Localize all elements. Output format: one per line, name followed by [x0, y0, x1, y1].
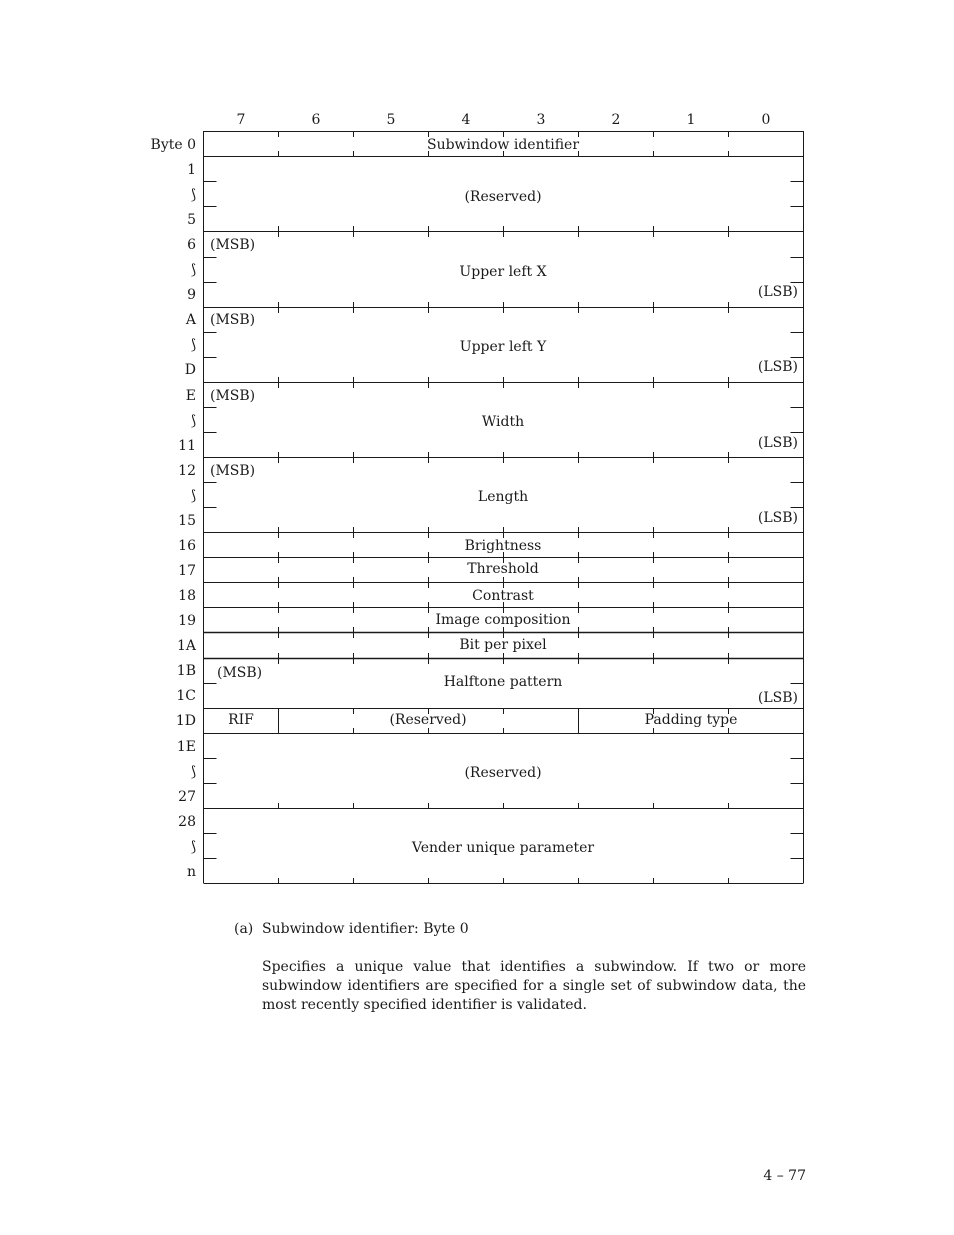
byte-range-tilde: ⟆	[190, 413, 196, 429]
lsb-marker: (LSB)	[757, 435, 798, 451]
byte-label: 11	[178, 438, 196, 454]
byte-label: 18	[178, 588, 196, 604]
bit-header-5: 5	[386, 112, 396, 128]
bit-header-1: 1	[686, 112, 696, 128]
bit-header-4: 4	[461, 112, 471, 128]
byte-label: 1C	[176, 688, 196, 704]
byte-range-tilde: ⟆	[190, 337, 196, 353]
byte-label: 16	[178, 538, 196, 554]
msb-marker: (MSB)	[210, 237, 256, 253]
byte-label: n	[186, 864, 196, 880]
field-upper-left-x: Upper left X	[459, 264, 547, 280]
byte-label: 6	[187, 237, 196, 253]
field-image-composition: Image composition	[435, 612, 571, 628]
byte-label: 27	[178, 789, 196, 805]
byte-label: 1B	[176, 663, 196, 679]
byte-label: 12	[178, 463, 196, 479]
byte-range-tilde: ⟆	[190, 839, 196, 855]
lsb-marker: (LSB)	[757, 359, 798, 375]
field-bit-per-pixel: Bit per pixel	[459, 637, 547, 653]
bit-header-3: 3	[536, 112, 546, 128]
caption-text: Subwindow identifier: Byte 0	[262, 921, 469, 937]
byte-range-tilde: ⟆	[190, 764, 196, 780]
byte-label: 1	[187, 162, 196, 178]
byte-label: D	[184, 362, 196, 378]
byte-label: 1E	[176, 739, 196, 755]
bit-header-0: 0	[761, 112, 771, 128]
page-number: 4 – 77	[763, 1168, 806, 1184]
field-subwindow-identifier: Subwindow identifier	[426, 137, 580, 153]
lsb-marker: (LSB)	[757, 284, 798, 300]
byte-label: A	[185, 312, 196, 328]
byte-label: 15	[178, 513, 196, 529]
byte-label: Byte 0	[150, 137, 196, 153]
byte-range-tilde: ⟆	[190, 187, 196, 203]
field-padding-type: Padding type	[644, 712, 738, 728]
field-halftone-pattern: Halftone pattern	[443, 674, 563, 690]
byte-label: E	[185, 388, 196, 404]
byte-label: 5	[187, 212, 196, 228]
bit-header-2: 2	[611, 112, 621, 128]
field-reserved: (Reserved)	[464, 765, 542, 781]
byte-label: 17	[178, 563, 196, 579]
bit-header-7: 7	[236, 112, 246, 128]
field-reserved: (Reserved)	[464, 189, 542, 205]
msb-marker: (MSB)	[217, 665, 263, 681]
caption-label: (a)	[234, 921, 254, 937]
byte-label: 9	[187, 287, 196, 303]
byte-label: 19	[178, 613, 196, 629]
description-paragraph: Specifies a unique value that identifies a subwindow. If two or more subwindow identifiers are specified for a single set of subwindow data, the most recently specified identifier is validated.	[262, 959, 806, 1013]
msb-marker: (MSB)	[210, 463, 256, 479]
field-length: Length	[477, 489, 529, 505]
field-rif: RIF	[228, 712, 254, 728]
msb-marker: (MSB)	[210, 388, 256, 404]
field-brightness: Brightness	[464, 538, 542, 554]
field-threshold: Threshold	[467, 561, 539, 577]
field-reserved: (Reserved)	[389, 712, 467, 728]
field-upper-left-y: Upper left Y	[459, 339, 547, 355]
section-caption	[234, 920, 469, 938]
byte-label: 28	[178, 814, 196, 830]
lsb-marker: (LSB)	[757, 690, 798, 706]
field-contrast: Contrast	[472, 588, 534, 604]
lsb-marker: (LSB)	[757, 510, 798, 526]
field-vender-unique-parameter: Vender unique parameter	[411, 840, 595, 856]
byte-range-tilde: ⟆	[190, 488, 196, 504]
byte-label: 1A	[176, 638, 196, 654]
bit-header-6: 6	[311, 112, 321, 128]
field-width: Width	[481, 414, 525, 430]
byte-label: 1D	[175, 713, 196, 729]
msb-marker: (MSB)	[210, 312, 256, 328]
byte-range-tilde: ⟆	[190, 262, 196, 278]
